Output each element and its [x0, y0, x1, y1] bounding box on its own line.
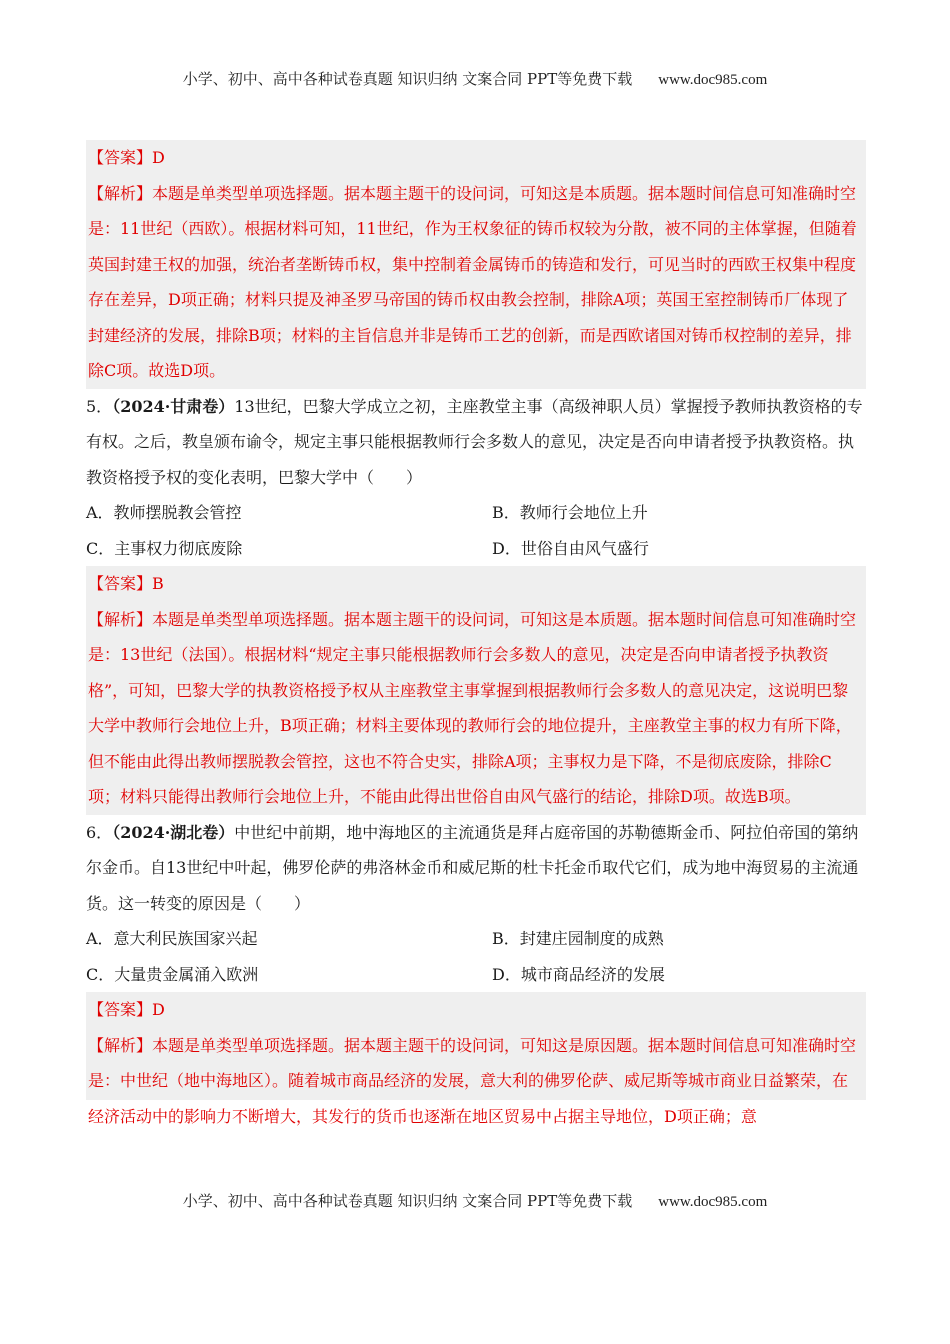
question-stem	[86, 815, 866, 922]
question-source: （2024·湖北卷）	[112, 822, 235, 842]
question-source: （2024·甘肃卷）	[112, 396, 235, 416]
analysis-text: 【解析】本题是单类型单项选择题。据本题主题干的设问词，可知这是本质题。据本题时间信息可知准确时空是：13世纪（法国）。根据材料“规定主事只能根据教师行会多数人的意见，决定是否向申请者授予执教资格”，可知，巴黎大学的执教资格授予权从主座教堂主事掌握到根据教师行会多数人的意见决定，这说明巴黎大学中教师行会地位上升，B项正确；材料主要体现的教师行会的地位提升，主座教堂主事的权力有所下降，但不能由此得出教师摆脱教会管控，这也不符合史实，排除A项；主事权力是下降，不是彻底废除，排除C项；材料只能得出教师行会地位上升，不能由此得出世俗自由风气盛行的结论，排除D项。故选B项。	[88, 609, 857, 806]
answer-block-4	[86, 140, 866, 389]
question-text: 13世纪，巴黎大学成立之初，主座教堂主事（高级神职人员）掌握授予教师执教资格的专有权。之后，教皇颁布谕令，规定主事只能根据教师行会多数人的意见，决定是否向申请者授予执教资格。执教资格授予权的变化表明，巴黎大学中（ ）	[86, 396, 863, 487]
option-d: D．城市商品经济的发展	[492, 964, 665, 984]
option-c: C．大量贵金属涌入欧洲	[86, 964, 259, 984]
footer-url[interactable]: www.doc985.com	[658, 1194, 768, 1210]
option-d: D．世俗自由风气盛行	[492, 538, 649, 558]
option-b: B．教师行会地位上升	[492, 503, 648, 522]
answer-line: 【答案】B	[88, 574, 164, 593]
options	[86, 495, 866, 566]
footer-text: 小学、初中、高中各种试卷真题 知识归纳 文案合同 PPT等免费下载	[182, 1192, 633, 1210]
answer-line: 【答案】D	[88, 1000, 165, 1019]
document-body	[86, 140, 866, 1126]
question-5	[86, 389, 866, 567]
answer-line: 【答案】D	[88, 148, 165, 167]
options	[86, 921, 866, 992]
page-header	[0, 68, 950, 89]
header-text: 小学、初中、高中各种试卷真题 知识归纳 文案合同 PPT等免费下载	[182, 70, 633, 88]
analysis-text: 【解析】本题是单类型单项选择题。据本题主题干的设问词，可知这是原因题。据本题时间信息可知准确时空是：中世纪（地中海地区）。随着城市商品经济的发展，意大利的佛罗伦萨、威尼斯等城市商业日益繁荣，在经济活动中的影响力不断增大，其发行的货币也逐渐在地区贸易中占据主导地位，D项正确；意	[88, 1035, 857, 1126]
answer-block-6	[86, 992, 866, 1126]
analysis-text: 【解析】本题是单类型单项选择题。据本题主题干的设问词，可知这是本质题。据本题时间信息可知准确时空是：11世纪（西欧）。根据材料可知，11世纪，作为王权象征的铸币权较为分散，被不同的主体掌握，但随着英国封建王权的加强，统治者垄断铸币权，集中控制着金属铸币的铸造和发行，可见当时的西欧王权集中程度存在差异，D项正确；材料只提及神圣罗马帝国的铸币权由教会控制，排除A项；英国王室控制铸币厂体现了封建经济的发展，排除B项；材料的主旨信息并非是铸币工艺的创新，而是西欧诸国对铸币权控制的差异，排除C项。故选D项。	[88, 183, 857, 380]
question-text: 中世纪中前期，地中海地区的主流通货是拜占庭帝国的苏勒德斯金币、阿拉伯帝国的第纳尔金币。自13世纪中叶起，佛罗伦萨的弗洛林金币和威尼斯的杜卡托金币取代它们，成为地中海贸易的主流通货。这一转变的原因是（ ）	[86, 822, 859, 913]
header-url[interactable]: www.doc985.com	[658, 72, 768, 88]
option-b: B．封建庄园制度的成熟	[492, 929, 664, 948]
option-a: A．教师摆脱教会管控	[86, 503, 242, 522]
answer-block-5	[86, 566, 866, 815]
question-number: 5．	[86, 396, 113, 416]
question-stem	[86, 389, 866, 496]
page-footer	[0, 1190, 950, 1211]
option-a: A．意大利民族国家兴起	[86, 929, 258, 948]
question-number: 6．	[86, 822, 113, 842]
question-6	[86, 815, 866, 993]
option-c: C．主事权力彻底废除	[86, 538, 243, 558]
